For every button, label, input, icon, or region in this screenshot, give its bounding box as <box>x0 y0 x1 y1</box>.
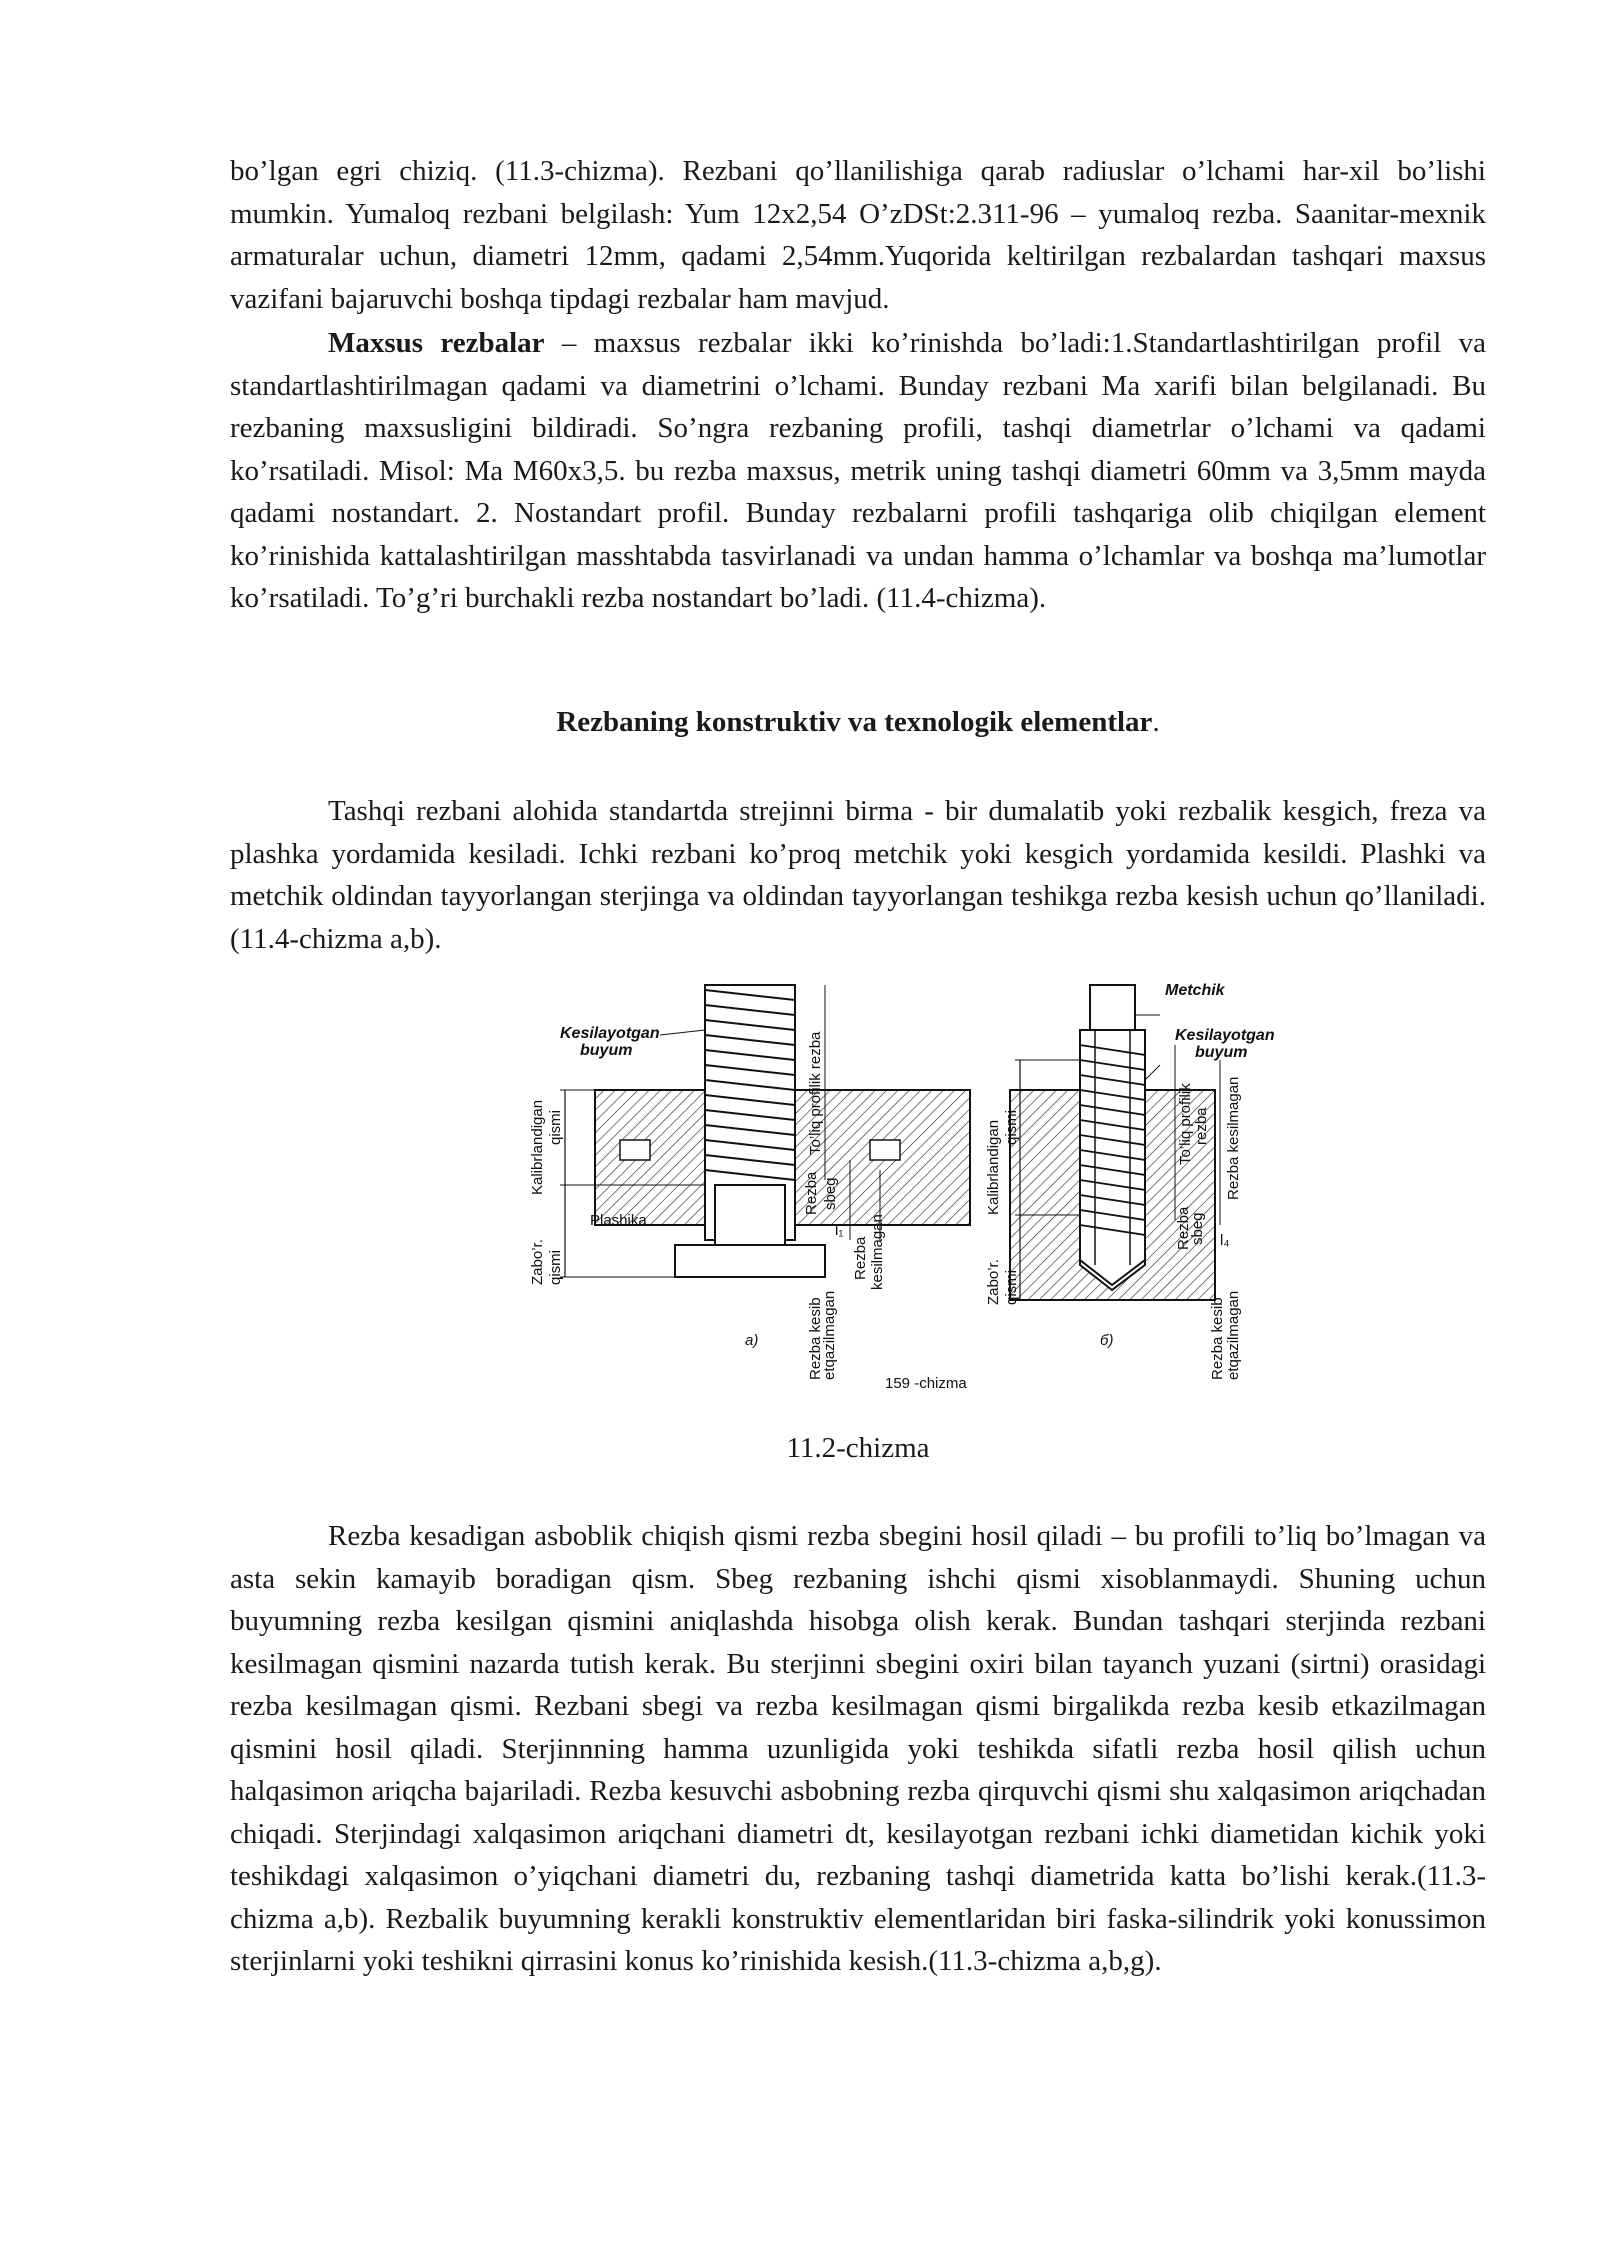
paragraph-1-text: bo’lgan egri chiziq. (11.3-chizma). Rezbani qo’llanilishiga qarab radiuslar o’lchami har-xil bo’lishi mumkin. Yumaloq rezbani belgilash: Yum 12x2,54 O’zDSt:2.311-96 – yumaloq rezba. Saanitar-mexnik armaturalar uchun, diametri 12mm, qadami 2,54mm.Yuqorida keltirilgan rezbalardan tashqari maxsus vazifani bajaruvchi boshqa tipdagi rezbalar ham mavjud. <box>230 155 1486 315</box>
label-zabor-a: Zabo’r. <box>529 1239 546 1285</box>
label-qismi-top-a: qismi <box>547 1109 564 1145</box>
bolt-head <box>675 1245 825 1277</box>
section-heading-dot: . <box>1152 706 1160 738</box>
label-kesilayotgan-a: Kesilayotgan <box>560 1025 660 1042</box>
label-metchik: Metchik <box>1165 982 1225 999</box>
label-rezba-kesilmagan-2-a: kesilmagan <box>869 1214 886 1290</box>
label-qismi-bottom-b: qismi <box>1003 1269 1020 1305</box>
label-kalibrlandigan-a: Kalibrlandigan <box>529 1099 546 1195</box>
label-rezba-a: Rezba <box>803 1171 820 1215</box>
paragraph-2-bold-term: Maxsus rezbalar <box>328 327 545 359</box>
label-rezba-kesib-1-b: Rezba kesib <box>1209 1297 1226 1380</box>
figure-a-label: a) <box>745 1332 759 1349</box>
label-qismi-bottom-a: qismi <box>547 1249 564 1285</box>
label-l4: l₄ <box>1220 1232 1230 1249</box>
section-heading <box>230 706 1486 739</box>
label-buyum-a: buyum <box>580 1042 633 1059</box>
paragraph-2 <box>230 322 1486 620</box>
label-rezba-kesib-1-a: Rezba kesib <box>807 1297 824 1380</box>
label-zabor-b: Zabo’r. <box>985 1259 1002 1305</box>
label-toliq-profilik-a: To’liq profilik rezba <box>807 1031 824 1155</box>
paragraph-3-text: Tashqi rezbani alohida standartda strejinni birma - bir dumalatib yoki rezbalik kesgich, freza va plashka yordamida kesiladi. Ichki rezbani ko’proq metchik yoki kesgich yordamida kesildi. Plashki va metchik oldindan tayyorlangan sterjinga va oldindan tayyorlangan teshikga rezba kesish uchun qo’llaniladi. (11.4-chizma a,b). <box>230 795 1486 955</box>
figure-caption: 11.2-chizma <box>786 1432 930 1464</box>
label-toliq-1-b: To’liq profilik <box>1177 1083 1194 1165</box>
label-sbeg-a: sbeg <box>822 1177 839 1210</box>
paragraph-4 <box>230 1515 1486 1983</box>
label-rezba-kesib-2-a: etqazilmagan <box>821 1290 838 1380</box>
label-rezba-kesilmagan-1-a: Rezba <box>852 1236 869 1280</box>
figure-b <box>985 982 1275 1380</box>
label-l1: l₁ <box>835 1222 844 1239</box>
label-rezba-kesib-2-b: etqazilmagan <box>1225 1290 1242 1380</box>
die-hole-left <box>620 1140 650 1160</box>
bolt-unthreaded <box>715 1185 785 1245</box>
label-rezba-kesilmagan-b: Rezba kesilmagan <box>1225 1076 1242 1200</box>
paragraph-1 <box>230 150 1486 320</box>
thread-cutting-figure <box>520 970 1310 1390</box>
label-toliq-2-b: rezba <box>1193 1107 1210 1145</box>
figure-footer-number: 159 -chizma <box>885 1375 967 1390</box>
label-kalibrlandigan-b: Kalibrlandigan <box>985 1119 1002 1215</box>
paragraph-3 <box>230 790 1486 960</box>
label-sbeg-b: sbeg <box>1189 1212 1206 1245</box>
tap-square <box>1090 985 1135 1030</box>
label-qismi-top-b: qismi <box>1003 1109 1020 1145</box>
figure-b-label: б) <box>1100 1332 1114 1349</box>
label-kesilayotgan-b: Kesilayotgan <box>1175 1027 1275 1044</box>
section-heading-text: Rezbaning konstruktiv va texnologik elementlar <box>556 706 1153 738</box>
label-buyum-b: buyum <box>1195 1044 1248 1061</box>
label-plashika: Plashika <box>590 1212 647 1229</box>
paragraph-2-text: – maxsus rezbalar ikki ko’rinishda bo’ladi:1.Standartlashtirilgan profil va standartlashtirilmagan qadami va diametrini o’lchami. Bunday rezbani Ma xarifi bilan belgilanadi. Bu rezbaning maxsusligini bildiradi. So’ngra rezbaning profili, tashqi diametrlar o’lchami va qadami ko’rsatiladi. Misol: Ma M60x3,5. bu rezba maxsus, metrik uning tashqi diametri 60mm va 3,5mm mayda qadami nostandart. 2. Nostandart profil. Bunday rezbalarni profili tashqariga olib chiqilgan element ko’rinishida kattalashtirilgan masshtabda tasvirlanadi va undan hamma o’lchamlar va boshqa ma’lumotlar ko’rsatiladi. To’g’ri burchakli rezba nostandart bo’ladi. (11.4-chizma). <box>230 327 1486 614</box>
figure-a <box>529 985 970 1380</box>
die-hole-right <box>870 1140 900 1160</box>
paragraph-4-text: Rezba kesadigan asboblik chiqish qismi rezba sbegini hosil qiladi – bu profili to’liq bo’lmagan va asta sekin kamayib boradigan qism. Sbeg rezbaning ishchi qismi xisoblanmaydi. Shuning uchun buyumning rezba kesilgan qismini aniqlashda hisobga olish kerak. Bundan tashqari sterjinda rezbani kesilmagan qismini nazarda tutish kerak. Bu sterjinni sbegini oxiri bilan tayanch yuzani (sirtni) orasidagi rezba kesilmagan qismi. Rezbani sbegi va rezba kesilmagan qismi birgalikda rezba kesib etkazilmagan qismini hosil qiladi. Sterjinnning hamma uzunligida yoki teshikda sifatli rezba hosil qilish uchun halqasimon ariqcha bajariladi. Rezba kesuvchi asbobning rezba qirquvchi qismi shu xalqasimon ariqchadan chiqadi. Sterjindagi xalqasimon ariqchani diametri dt, kesilayotgan rezbani ichki diametidan kichik yoki teshikdagi xalqasimon o’yiqchani diametri du, rezbaning tashqi diametrida katta bo’lishi kerak.(11.3-chizma a,b). Rezbalik buyumning kerakli konstruktiv elementlaridan biri faska-silindrik yoki konussimon sterjinlarni yoki teshikni qirrasini konus ko’rinishida kesish.(11.3-chizma a,b,g). <box>230 1520 1486 1977</box>
label-rezba-small-b: Rezba <box>1175 1206 1192 1250</box>
